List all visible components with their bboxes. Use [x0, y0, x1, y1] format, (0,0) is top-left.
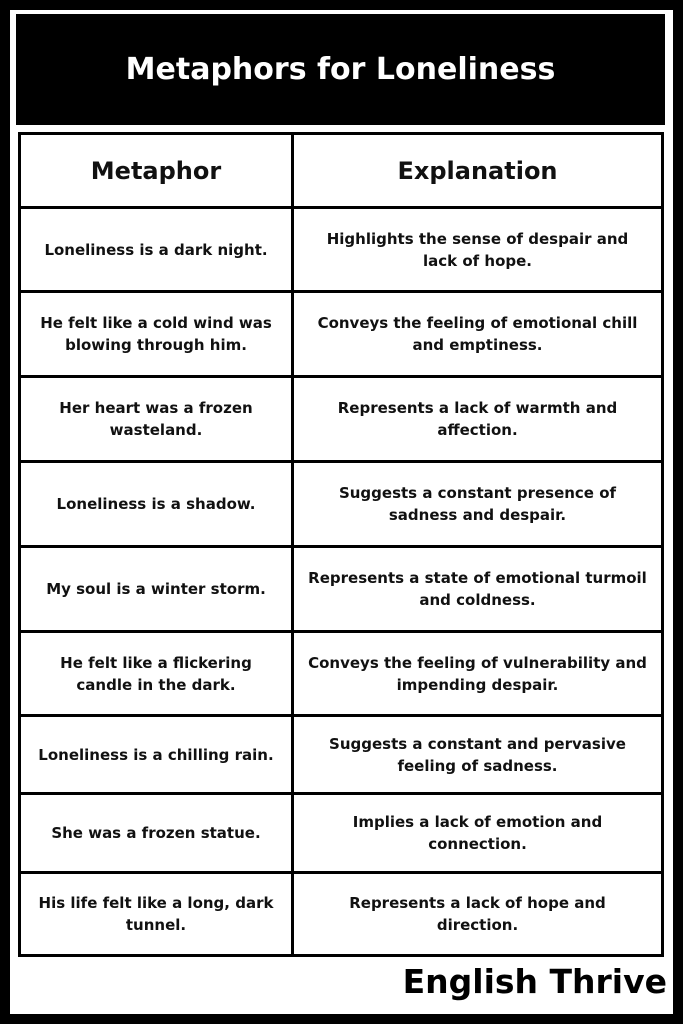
table-cell-metaphor: She was a frozen statue.	[21, 795, 291, 871]
table-cell-metaphor: His life felt like a long, dark tunnel.	[21, 874, 291, 954]
table-cell-explanation: Highlights the sense of despair and lack of hope.	[294, 209, 661, 290]
table-cell-explanation: Conveys the feeling of vulnerability and impending despair.	[294, 633, 661, 714]
table-cell-metaphor: Loneliness is a dark night.	[21, 209, 291, 290]
table-cell-explanation: Suggests a constant and pervasive feeling of sadness.	[294, 717, 661, 792]
table-cell-metaphor: My soul is a winter storm.	[21, 548, 291, 630]
page-title: Metaphors for Loneliness	[16, 14, 665, 125]
table-cell-explanation: Represents a lack of hope and direction.	[294, 874, 661, 954]
table-cell-metaphor: Loneliness is a shadow.	[21, 463, 291, 545]
table-cell-explanation: Implies a lack of emotion and connection.	[294, 795, 661, 871]
table-cell-metaphor: Loneliness is a chilling rain.	[21, 717, 291, 792]
column-header-explanation: Explanation	[294, 135, 661, 206]
table-cell-metaphor: Her heart was a frozen wasteland.	[21, 378, 291, 460]
table-cell-explanation: Represents a state of emotional turmoil and coldness.	[294, 548, 661, 630]
column-header-metaphor: Metaphor	[21, 135, 291, 206]
table-cell-metaphor: He felt like a cold wind was blowing through him.	[21, 293, 291, 375]
table-cell-metaphor: He felt like a flickering candle in the dark.	[21, 633, 291, 714]
metaphor-table	[18, 132, 664, 957]
table-cell-explanation: Conveys the feeling of emotional chill and emptiness.	[294, 293, 661, 375]
table-cell-explanation: Suggests a constant presence of sadness and despair.	[294, 463, 661, 545]
brand-footer: English Thrive	[402, 962, 667, 1001]
table-cell-explanation: Represents a lack of warmth and affection.	[294, 378, 661, 460]
